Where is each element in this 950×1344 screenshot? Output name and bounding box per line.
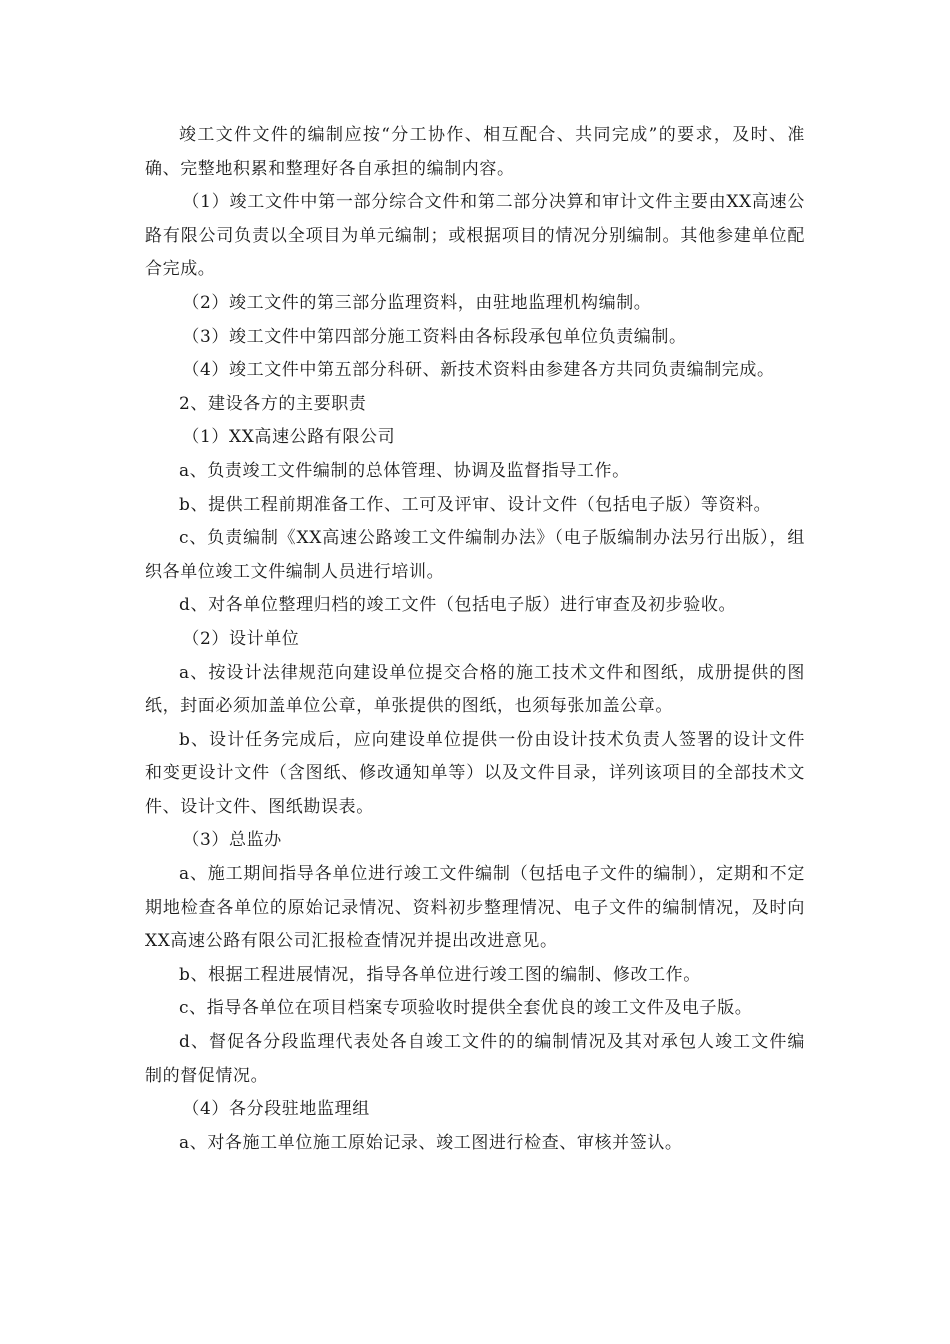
item-3-paragraph: （3）竣工文件中第四部分施工资料由各标段承包单位负责编制。: [182, 326, 687, 347]
company-duty-c: c、负责编制《XX高速公路竣工文件编制办法》（电子版编制办法另行出版），组织各单位竣工文件编制人员进行培训。: [145, 528, 805, 582]
design-duty-b: b、设计任务完成后，应向建设单位提供一份由设计技术负责人签署的设计文件和变更设计文件（含图纸、修改通知单等）以及文件目录，详列该项目的全部技术文件、设计文件、图纸勘误表。: [145, 729, 805, 817]
subheading-chief-supervision: （3）总监办: [182, 830, 282, 851]
item-4-paragraph: （4）竣工文件中第五部分科研、新技术资料由参建各方共同负责编制完成。: [182, 360, 775, 381]
company-duty-d: d、对各单位整理归档的竣工文件（包括电子版）进行审查及初步验收。: [179, 595, 737, 616]
intro-paragraph: 竣工文件文件的编制应按“分工协作、相互配合、共同完成”的要求，及时、准确、完整地积累和整理好各自承担的编制内容。: [145, 125, 805, 179]
supervision-duty-c: c、指导各单位在项目档案专项验收时提供全套优良的竣工文件及电子版。: [179, 998, 753, 1019]
subheading-resident-supervision: （4）各分段驻地监理组: [182, 1099, 370, 1120]
subheading-design-unit: （2）设计单位: [182, 628, 300, 649]
company-duty-b: b、提供工程前期准备工作、工可及评审、设计文件（包括电子版）等资料。: [179, 494, 772, 515]
item-2-paragraph: （2）竣工文件的第三部分监理资料，由驻地监理机构编制。: [182, 292, 652, 313]
subheading-company: （1）XX高速公路有限公司: [182, 427, 396, 448]
item-1-paragraph: （1）竣工文件中第一部分综合文件和第二部分决算和审计文件主要由XX高速公路有限公司负责以全项目为单元编制；或根据项目的情况分别编制。其他参建单位配合完成。: [145, 192, 805, 280]
design-duty-a: a、按设计法律规范向建设单位提交合格的施工技术文件和图纸，成册提供的图纸，封面必须加盖单位公章，单张提供的图纸，也须每张加盖公章。: [145, 662, 805, 717]
document-body: [145, 119, 805, 1160]
company-duty-a: a、负责竣工文件编制的总体管理、协调及监督指导工作。: [179, 460, 630, 481]
supervision-duty-b: b、根据工程进展情况，指导各单位进行竣工图的编制、修改工作。: [179, 964, 701, 985]
section-2-heading: 2、建设各方的主要职责: [179, 393, 367, 414]
supervision-duty-d: d、督促各分段监理代表处各自竣工文件的的编制情况及其对承包人竣工文件编制的督促情况。: [145, 1032, 805, 1086]
resident-duty-a: a、对各施工单位施工原始记录、竣工图进行检查、审核并签认。: [179, 1132, 683, 1153]
supervision-duty-a: a、施工期间指导各单位进行竣工文件编制（包括电子文件的编制），定期和不定期地检查各单位的原始记录情况、资料初步整理情况、电子文件的编制情况，及时向XX高速公路有限公司汇报检查情况并提出改进意见。: [145, 864, 805, 952]
